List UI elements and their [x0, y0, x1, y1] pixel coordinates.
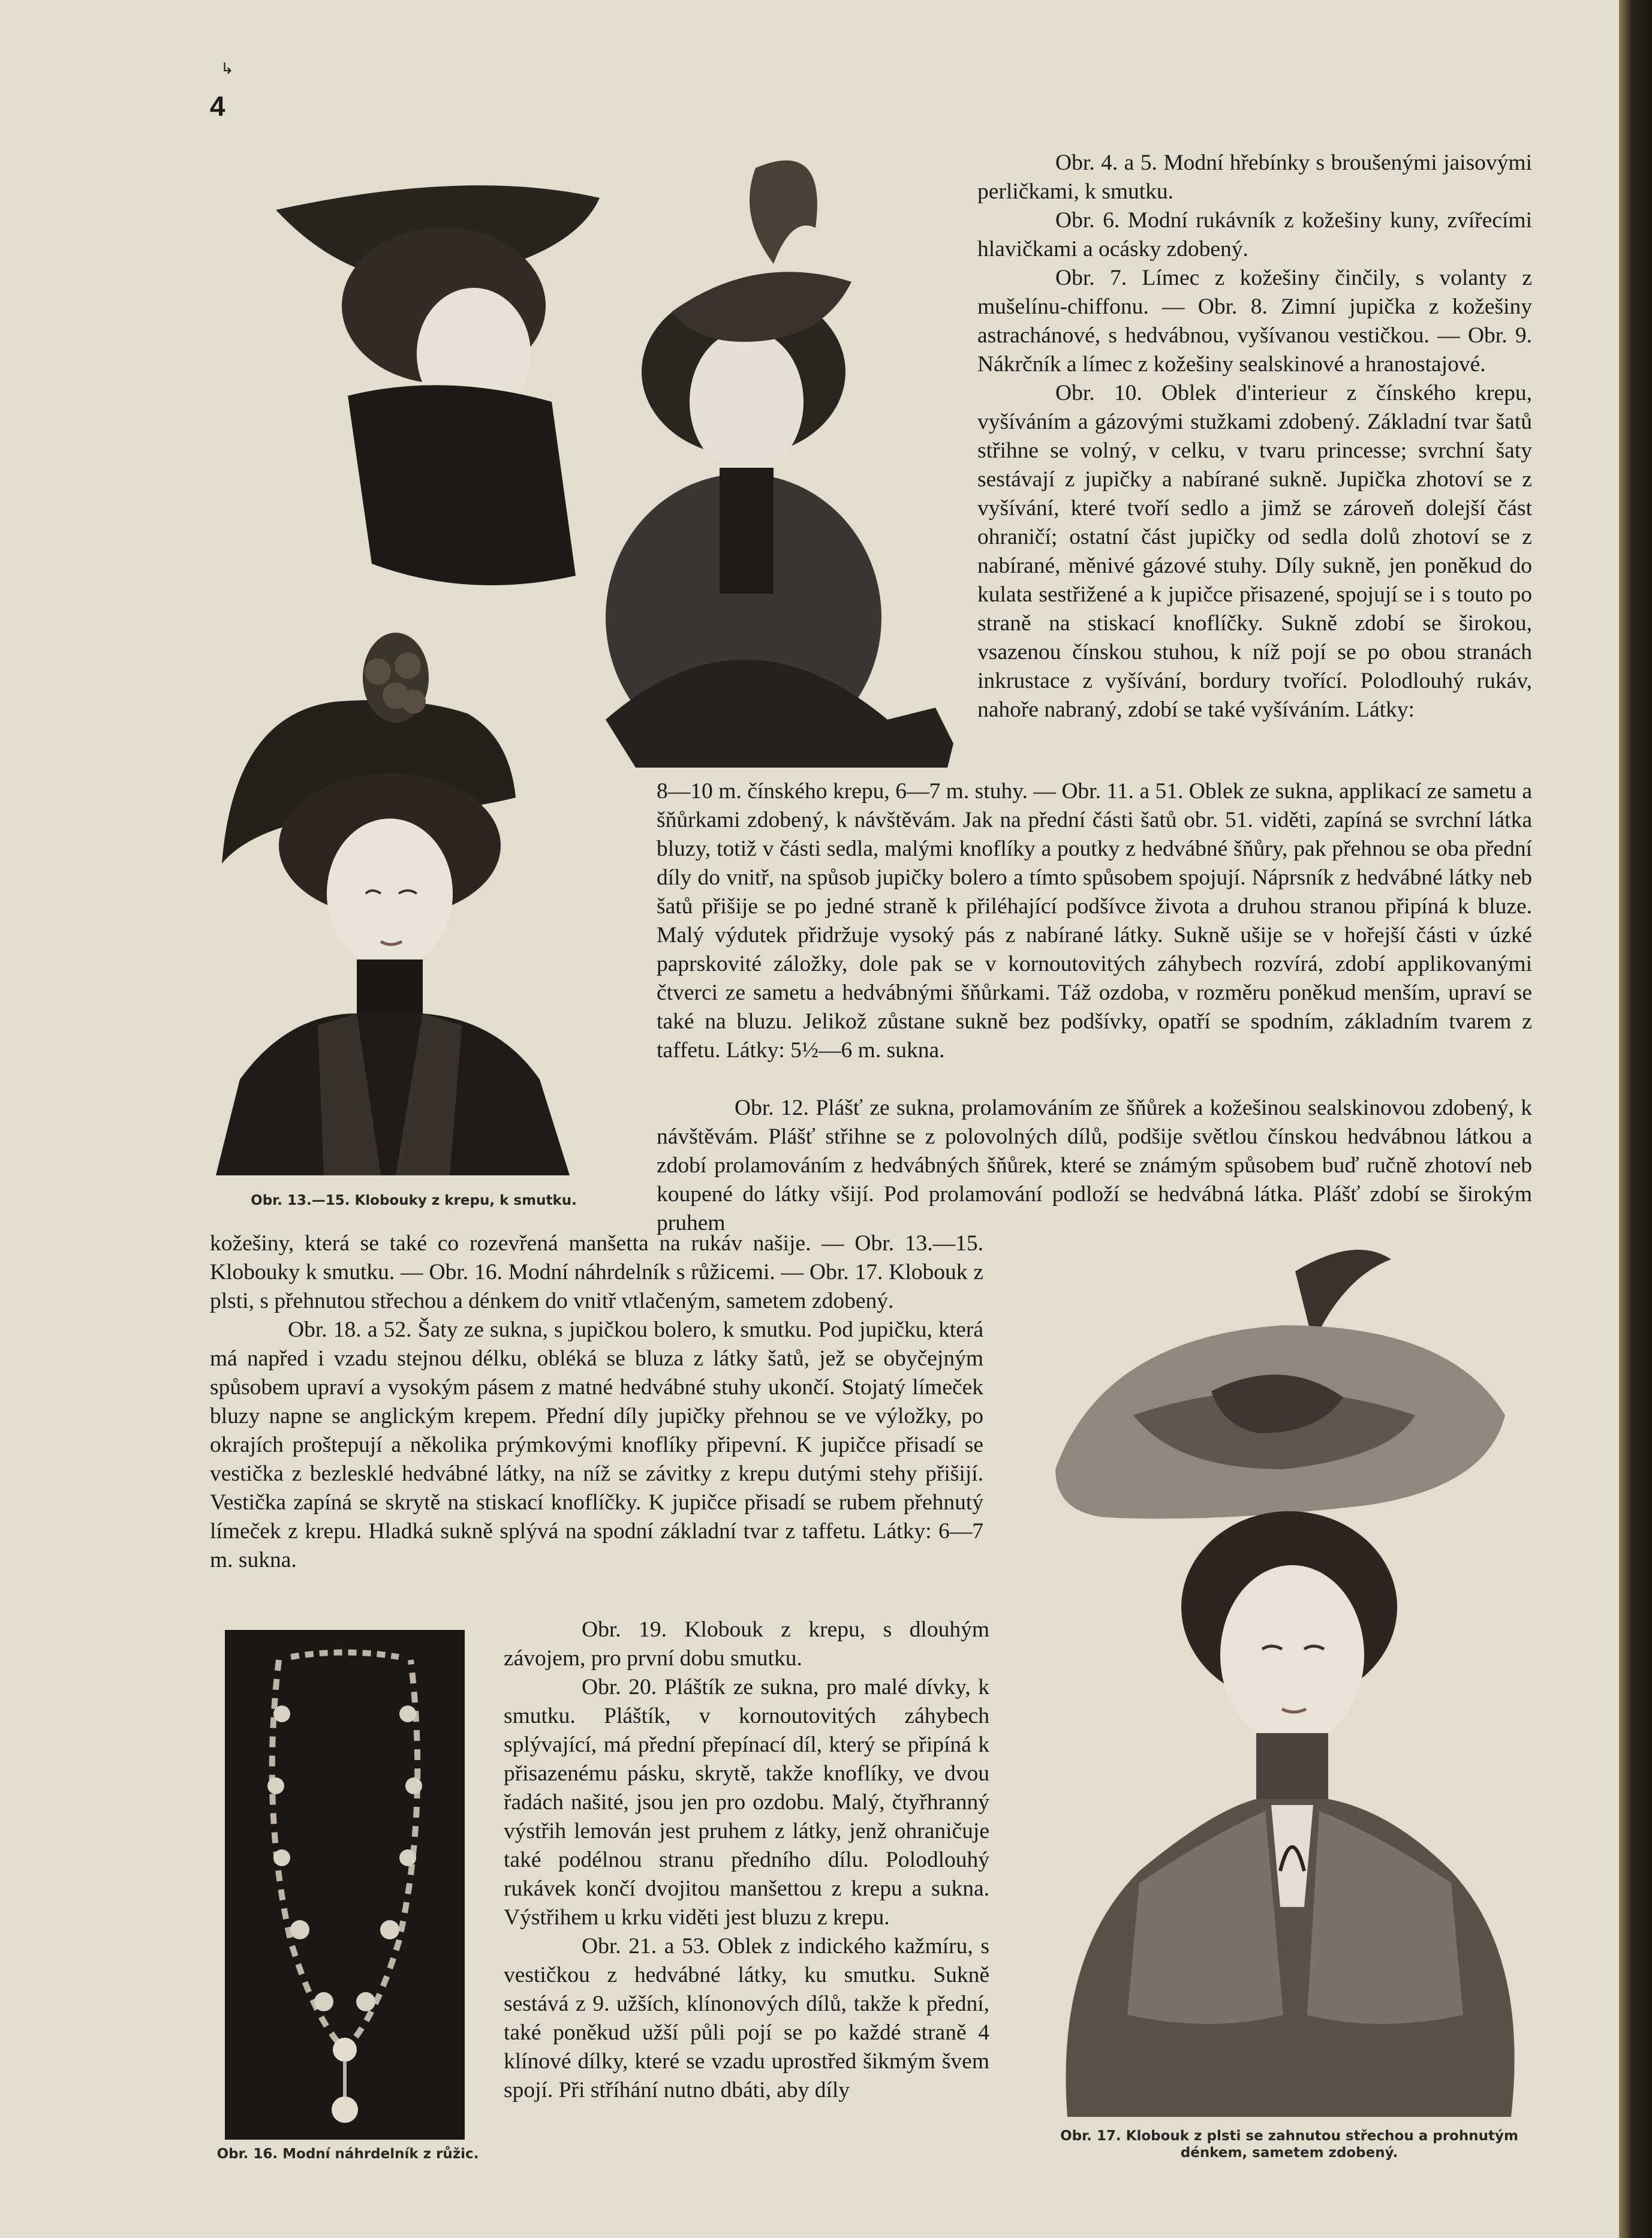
- text-wide-block: [657, 777, 1532, 1065]
- paragraph-obr18: Obr. 18. a 52. Šaty ze sukna, s jupičkou bolero, k smutku. Pod jupičku, která má napřed i vzadu stejnou délku, obléká se bluza z látky šatů, jež se obyčejným spůsobem upraví a vysokým pásem z matné hedvábné stuhy ukončí. Stojatý límeček bluzy napne se anglickým krepem. Přední díly jupičky přehnou se ve výložky, po okrajích proštepují a několika prýmkovými knoflíky připevní. K jupičce přisadí se vestička z bezlesklé hedvábné látky, na níž se závitky z krepu dutými stehy přišijí. Vestička zapíná se skrytě na stiskací knoflíčky. K jupičce přisadí se rubem přehnutý límeček z krepu. Hladká sukně splývá na spodní základní tvar z taffetu. Látky: 6—7 m. sukna.: [210, 1317, 983, 1572]
- illustration-hat-17: [1031, 1235, 1541, 2117]
- paragraph-obr6: Obr. 6. Modní rukávník z kožešiny kuny, zvířecími hlavičkami a ocásky zdobený.: [977, 208, 1532, 261]
- paragraph-obr10: Obr. 10. Oblek d'interieur z čínského krepu, vyšíváním a gázovými stužkami zdobený. Základní tvar šatů střihne se volný, v celku, v tvaru princesse; svrchní šaty sestávají z jupičky a nabírané sukně. Jupička zhotoví se z vyšívání, které tvoří sedlo a jimž se zároveň dolejší část ohraničí; ostatní část jupičky od sedla dolů zhotoví se z nabírané, měnivé gázové stuhy. Díly sukně, jen poněkud do kulata sestřižené a k jupičce přisazené, spojují se i s touto po straně na stiskací knoflíčky. Sukně zdobí se širokou, vsazenou čínskou stuhou, k níž pojí se po obou stranách inkrustace z vyšívání, bordury tvořící. Polodlouhý rukáv, nahoře nabraný, zdobí se také vyšíváním. Látky:: [977, 381, 1532, 722]
- paragraph-obr7-9: Obr. 7. Límec z kožešiny činčily, s volanty z mušelínu-chiffonu. — Obr. 8. Zimní jupička z kožešiny astrachánové, s hedvábnou, vyšívanou vestičkou. — Obr. 9. Nákrčník a límec z kožešiny sealskinové a hranostajové.: [977, 266, 1532, 377]
- text-column-left-middle: [210, 1229, 983, 1575]
- paragraph-obr13-17: kožešiny, která se také co rozevřená manšetta na rukáv našije. — Obr. 13.—15. Klobouky k smutku. — Obr. 16. Modní náhrdelník s růžicemi. — Obr. 17. Klobouk z plsti, s přehnutou střechou a dénkem do vnitř vtlačeným, sametem zdobený.: [210, 1231, 983, 1313]
- corner-mark: ↳: [221, 60, 234, 77]
- text-obr12-block: [657, 1094, 1532, 1238]
- paragraph-obr19: Obr. 19. Klobouk z krepu, s dlouhým závojem, pro první dobu smutku.: [504, 1617, 989, 1671]
- caption-fig13-15: Obr. 13.—15. Klobouky z krepu, k smutku.: [251, 1193, 577, 1208]
- paragraph-obr11: 8—10 m. čínského krepu, 6—7 m. stuhy. — Obr. 11. a 51. Oblek ze sukna, applikací ze sametu a šňůrkami zdobený, k návštěvám. Jak na přední části šatů obr. 51. viděti, zapíná se svrchní látka bluzy, totiž v části sedla, malými knoflíky a poutky z hedvábné šňůry, pak přehnou se oba přední díly do vnitř, na spůsob jupičky bolero a tímto spůsobem spojují. Náprsník z hedvábné látky neb šatů přišije se po jedné straně k přiléhající podšívce života a druhou stranou připíná k bluze. Malý výdutek přidržuje vysoký pás z nabírané látky. Sukně ušije se v hořejší části v úzké paprskovité záložky, dole pak se v kornoutovitých záhybech rozvírá, zdobí applikovanými čtverci ze sametu a hedvábnými šňůrkami. Táž ozdoba, v rozměru poněkud menším, upraví se také na bluzu. Jelikož zůstane sukně bez podšívky, opatří se spodním, základním tvarem z taffetu. Látky: 5½—6 m. sukna.: [657, 779, 1532, 1063]
- caption-fig17: Obr. 17. Klobouk z plsti se zahnutou střechou a prohnutým dénkem, sametem zdobený.: [1060, 2128, 1518, 2161]
- paragraph-obr21: Obr. 21. a 53. Oblek z indického kažmíru, s vestičkou z hedvábné látky, ku smutku. Sukně sestává z 9. užších, klínonových dílů, takže k přední, také poněkud užší půli pojí se po každé straně 4 klínové dílky, které se vzadu uprostřed šikmým švem spojí. Při stříhání nutno dbáti, aby díly: [504, 1934, 989, 2102]
- caption-fig16: Obr. 16. Modní náhrdelník z růžic.: [216, 2146, 479, 2162]
- illustration-necklace-16: [225, 1630, 465, 2140]
- text-column-narrow: [504, 1616, 989, 2105]
- paragraph-obr12: Obr. 12. Plášť ze sukna, prolamováním ze šňůrek a kožešinou sealskinovou zdobený, k návštěvám. Plášť střihne se z polovolných dílů, podšije světlou čínskou hedvábnou látkou a zdobí prolamováním z hedvábných šňůrek, které se známým spůsobem buď ručně zhotoví neb koupené do látky všijí. Pod prolamování podloží se hedvábná látka. Plášť zdobí se širokým pruhem: [657, 1096, 1532, 1235]
- paragraph-obr20: Obr. 20. Pláštík ze sukna, pro malé dívky, k smutku. Pláštík, v kornoutovitých záhybech splývající, má přední přepínací díl, který se připíná k přisazenému pásku, skrytě, takže knoflíky, ve dvou řadách našité, jsou jen pro ozdobu. Malý, čtyřhranný výstřih lemován jest pruhem z látky, jenž ohraničuje také podélnou stranu předního dílu. Polodlouhý rukávek končí dvojitou manšettou z krepu a sukna. Výstřihem u krku viděti jest bluzu z krepu.: [504, 1675, 989, 1930]
- page-number: 4: [210, 91, 225, 122]
- paragraph-obr4-5: Obr. 4. a 5. Modní hřebínky s broušenými jaisovými perličkami, k smutku.: [977, 151, 1532, 204]
- book-spine: [1619, 0, 1652, 2238]
- text-column-right-top: [977, 149, 1532, 724]
